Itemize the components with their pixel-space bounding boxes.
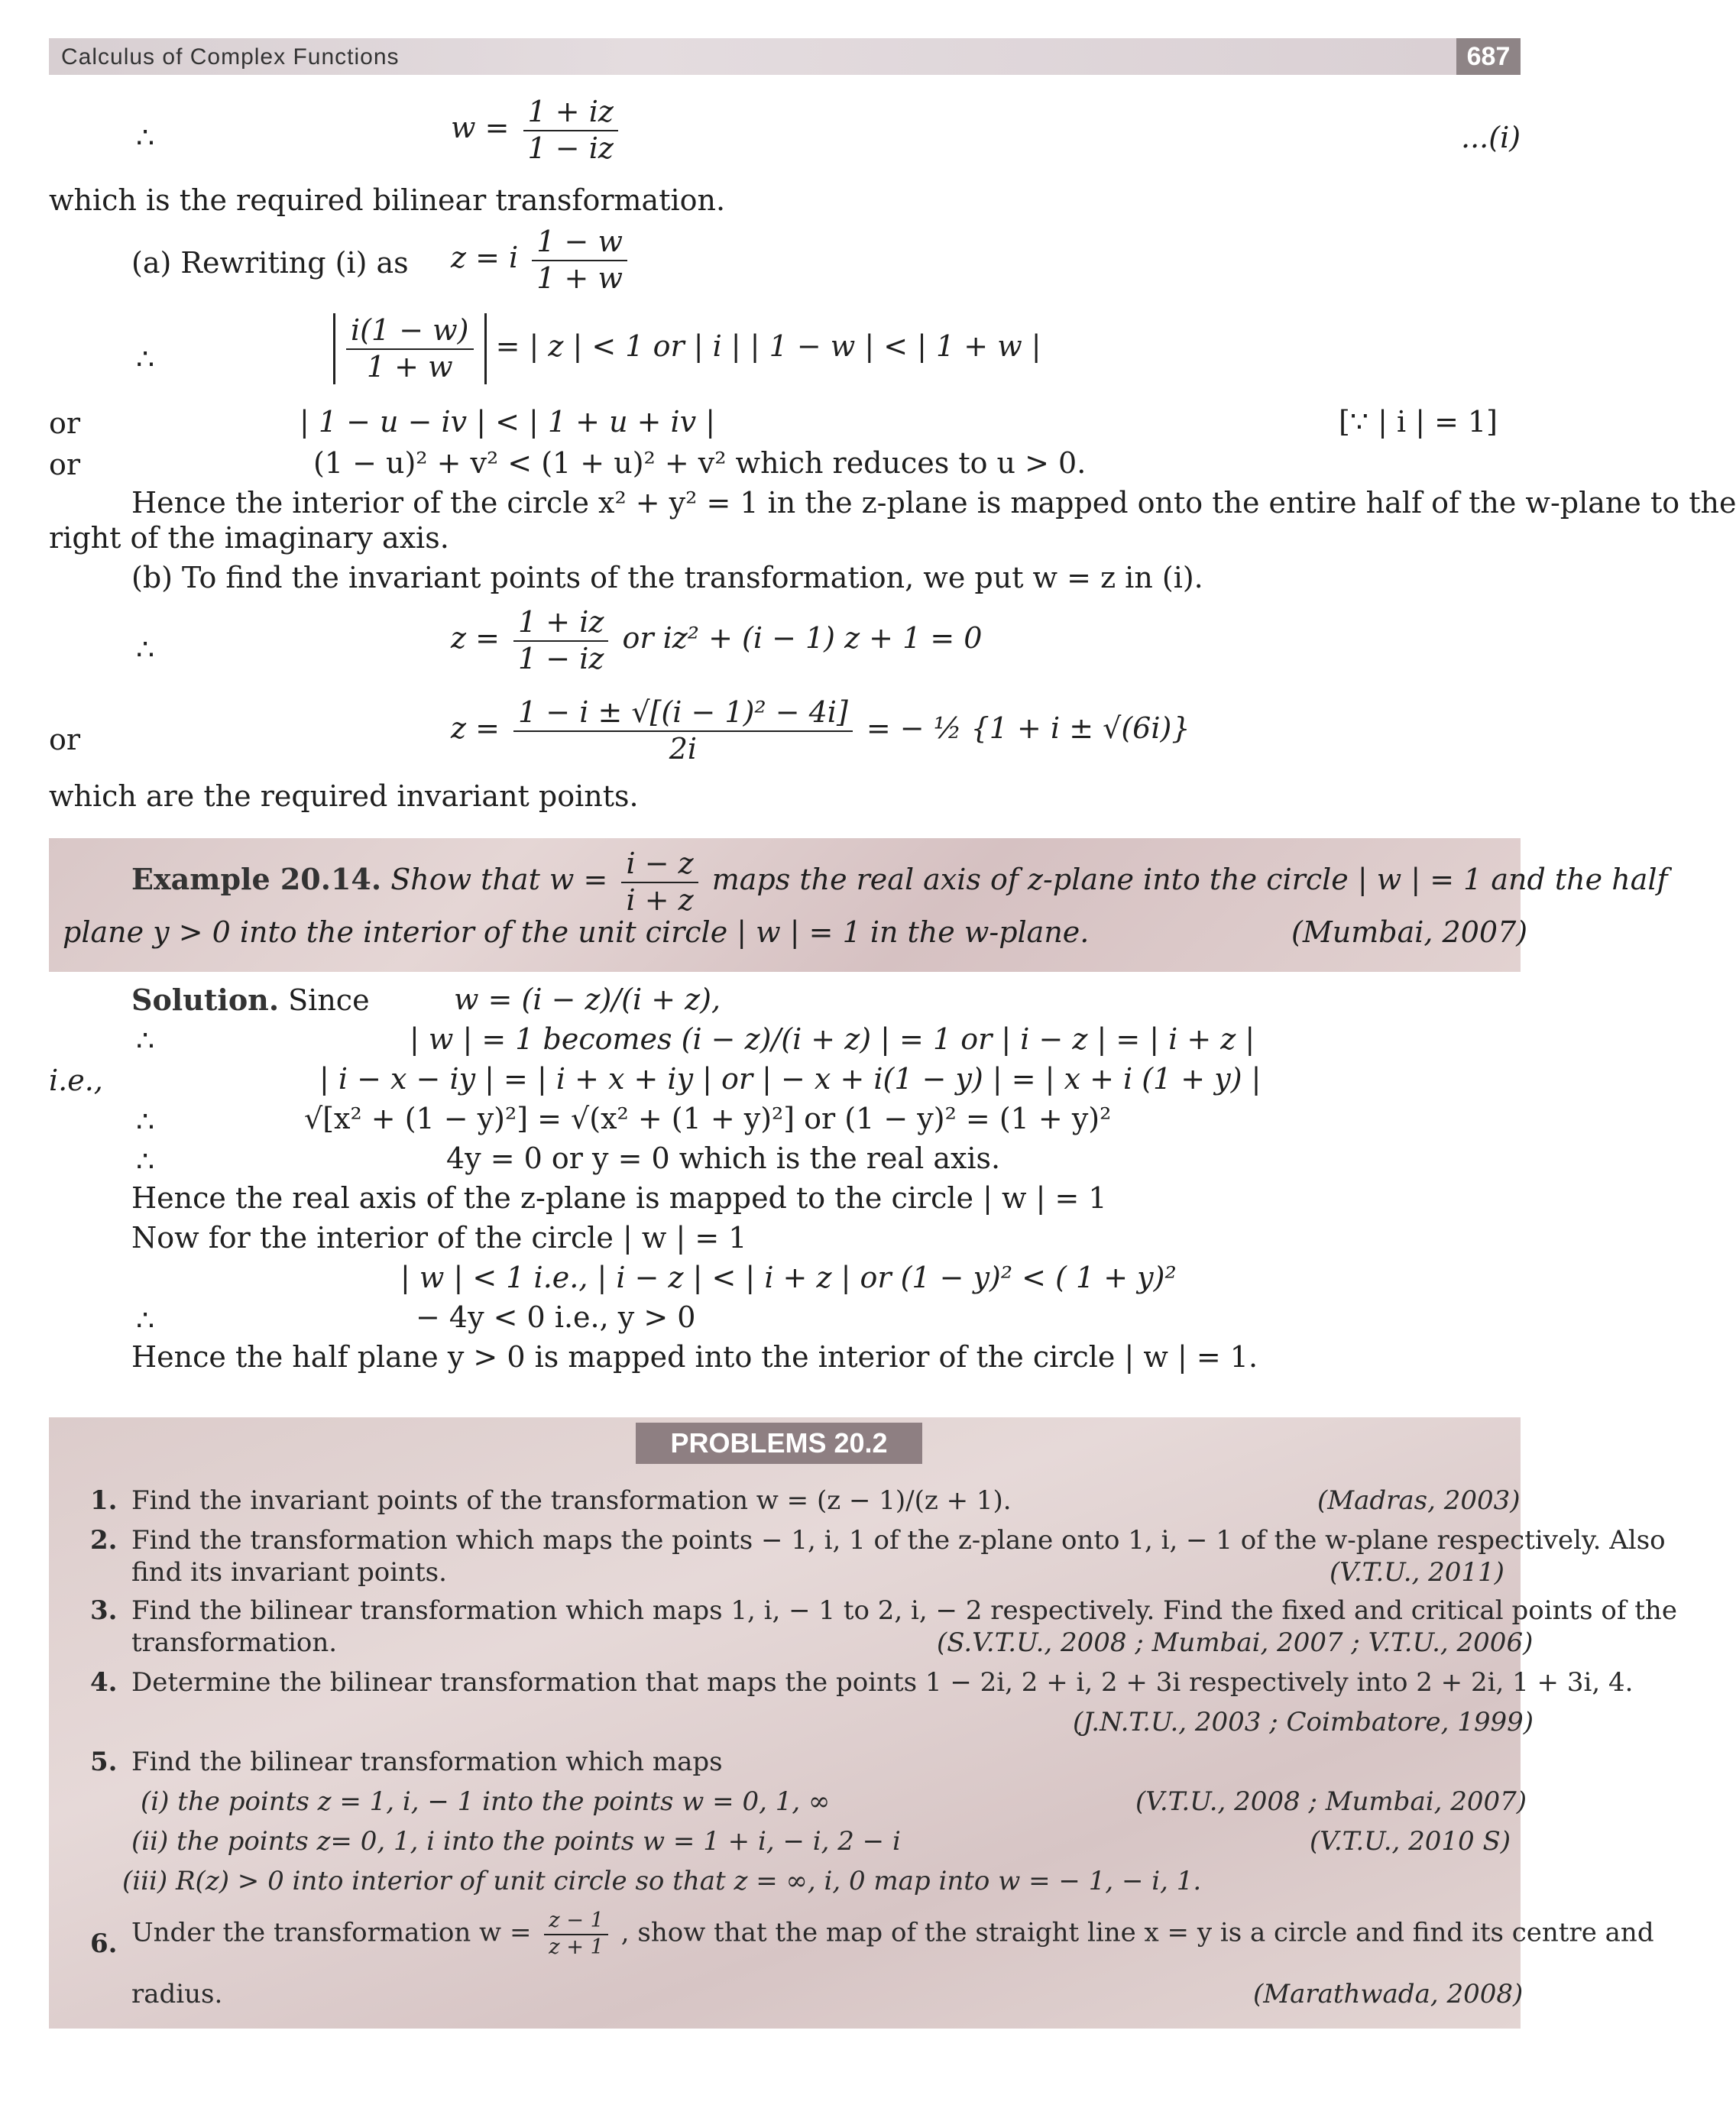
problem-subpart: (i) the points z = 1, i, − 1 into the points w = 0, 1, ∞ [141, 1786, 831, 1817]
paragraph: which are the required invariant points. [49, 779, 639, 813]
solution-line: Now for the interior of the circle | w | = 1 [131, 1221, 747, 1255]
ie-label: i.e., [49, 1064, 103, 1097]
paragraph: which is the required bilinear transformation. [49, 183, 726, 217]
problem-source: (V.T.U., 2010 S) [1310, 1826, 1511, 1857]
example-line-2: plane y > 0 into the interior of the unit circle | w | = 1 in the w-plane. [63, 915, 1090, 949]
problem-source: (J.N.T.U., 2003 ; Coimbatore, 1999) [1073, 1707, 1534, 1737]
modulus-equation: $\frac{i(1 - w)}{1 + w}$ = | z | < 1 or | i | | 1 − w | < | 1 + w | [333, 313, 1041, 384]
problem-text: Find the transformation which maps the points − 1, i, 1 of the z-plane onto 1, i, − 1 of the w-plane respectively. Also [131, 1525, 1666, 1556]
problem-subpart: (ii) the points z= 0, 1, i into the points w = 1 + i, − i, 2 − i [131, 1826, 901, 1857]
solution-line: 4y = 0 or y = 0 which is the real axis. [446, 1141, 1001, 1175]
inequality-line: (1 − u)² + v² < (1 + u)² + v² which reduces to u > 0. [313, 446, 1087, 480]
paragraph: right of the imaginary axis. [49, 521, 449, 555]
equation-tag: ...(i) [1461, 121, 1521, 154]
solution-line: | w | < 1 i.e., | i − z | < | i + z | or (1 − y)² < ( 1 + y)² [400, 1261, 1177, 1294]
problem-text: Find the bilinear transformation which maps 1, i, − 1 to 2, i, − 2 respectively. Find the fixed and critical points of the [131, 1595, 1677, 1626]
inequality-line: | 1 − u − iv | < | 1 + u + iv | [300, 405, 716, 439]
problem-text: Determine the bilinear transformation that maps the points 1 − 2i, 2 + i, 2 + 3i respectively into 2 + 2i, 1 + 3i, 4. [131, 1667, 1634, 1698]
example-line-1: Example 20.14. Show that w = $\frac{i - z}{i + z}$ maps the real axis of z-plane into the circle | w | = 1 and the half [131, 847, 1668, 917]
part-b-intro: (b) To find the invariant points of the transformation, we put w = z in (i). [131, 561, 1203, 594]
chapter-title: Calculus of Complex Functions [61, 44, 400, 70]
or-label: or [49, 723, 81, 756]
solution-heading: Solution. Since [131, 983, 370, 1017]
problem-text: find its invariant points. [131, 1557, 447, 1588]
problem-number: 6. [90, 1928, 118, 1959]
or-label: or [49, 448, 81, 481]
problem-text: transformation. [131, 1627, 338, 1658]
part-a-intro: (a) Rewriting (i) as [131, 246, 409, 280]
solution-line: − 4y < 0 i.e., y > 0 [416, 1300, 696, 1334]
problem-source: (V.T.U., 2011) [1330, 1557, 1504, 1588]
solution-line: Hence the half plane y > 0 is mapped into the interior of the circle | w | = 1. [131, 1340, 1258, 1374]
problem-text: radius. [131, 1979, 223, 2009]
problem-source: (Marathwada, 2008) [1253, 1979, 1524, 2009]
problem-subpart: (iii) R(z) > 0 into interior of unit circle so that z = ∞, i, 0 map into w = − 1, − i, 1. [122, 1866, 1202, 1896]
example-source: (Mumbai, 2007) [1291, 915, 1528, 949]
solution-line: Hence the real axis of the z-plane is mapped to the circle | w | = 1 [131, 1181, 1107, 1215]
therefore-symbol: ∴ [136, 121, 155, 154]
equation-w: w = $\frac{1 + iz}{1 - iz}$ [451, 95, 623, 166]
problem-text: Find the bilinear transformation which maps [131, 1747, 723, 1777]
equation-z: z = i $\frac{1 - w}{1 + w}$ [451, 225, 632, 296]
or-label: or [49, 406, 81, 440]
invariant-equation: z = $\frac{1 + iz}{1 - iz}$ or iz² + (i − 1) z + 1 = 0 [451, 605, 983, 675]
problem-text: Find the invariant points of the transformation w = (z − 1)/(z + 1). [131, 1485, 1012, 1516]
solution-line: | i − x − iy | = | i + x + iy | or | − x + i(1 − y) | = | x + i (1 + y) | [319, 1062, 1262, 1096]
solution-line: √[x² + (1 − y)²] = √(x² + (1 + y)²] or (1 − y)² = (1 + y)² [304, 1102, 1112, 1135]
problem-number: 1. [90, 1485, 118, 1516]
problem-text: Under the transformation w = $\frac{z - 1}{z + 1}$ , show that the map of the straight line x = y is a circle and find its centre and [131, 1909, 1654, 1959]
problem-number: 2. [90, 1525, 118, 1556]
quadratic-solution: z = $\frac{\text{1 − i ± √[(i − 1)² − 4i]}}{2i}$ = − ½ {1 + i ± √(6i)} [451, 695, 1190, 766]
problem-number: 3. [90, 1595, 118, 1626]
therefore-symbol: ∴ [136, 1145, 155, 1178]
therefore-symbol: ∴ [136, 1105, 155, 1138]
problems-title: PROBLEMS 20.2 [636, 1423, 922, 1464]
therefore-symbol: ∴ [136, 633, 155, 666]
problem-source: (V.T.U., 2008 ; Mumbai, 2007) [1135, 1786, 1527, 1817]
problem-source: (Madras, 2003) [1317, 1485, 1521, 1516]
therefore-symbol: ∴ [136, 1303, 155, 1337]
page-number: 687 [1456, 38, 1521, 75]
problem-number: 4. [90, 1667, 118, 1698]
paragraph: Hence the interior of the circle x² + y² = 1 in the z-plane is mapped onto the entire half of the w-plane to the [131, 486, 1736, 520]
solution-line: | w | = 1 becomes (i − z)/(i + z) | = 1 or | i − z | = | i + z | [410, 1022, 1255, 1056]
solution-line: w = (i − z)/(i + z), [454, 983, 721, 1016]
side-note: [∵ | i | = 1] [1339, 405, 1498, 439]
problem-source: (S.V.T.U., 2008 ; Mumbai, 2007 ; V.T.U., 2006) [937, 1627, 1534, 1658]
therefore-symbol: ∴ [136, 1024, 155, 1057]
problem-number: 5. [90, 1747, 118, 1777]
therefore-symbol: ∴ [136, 342, 155, 376]
